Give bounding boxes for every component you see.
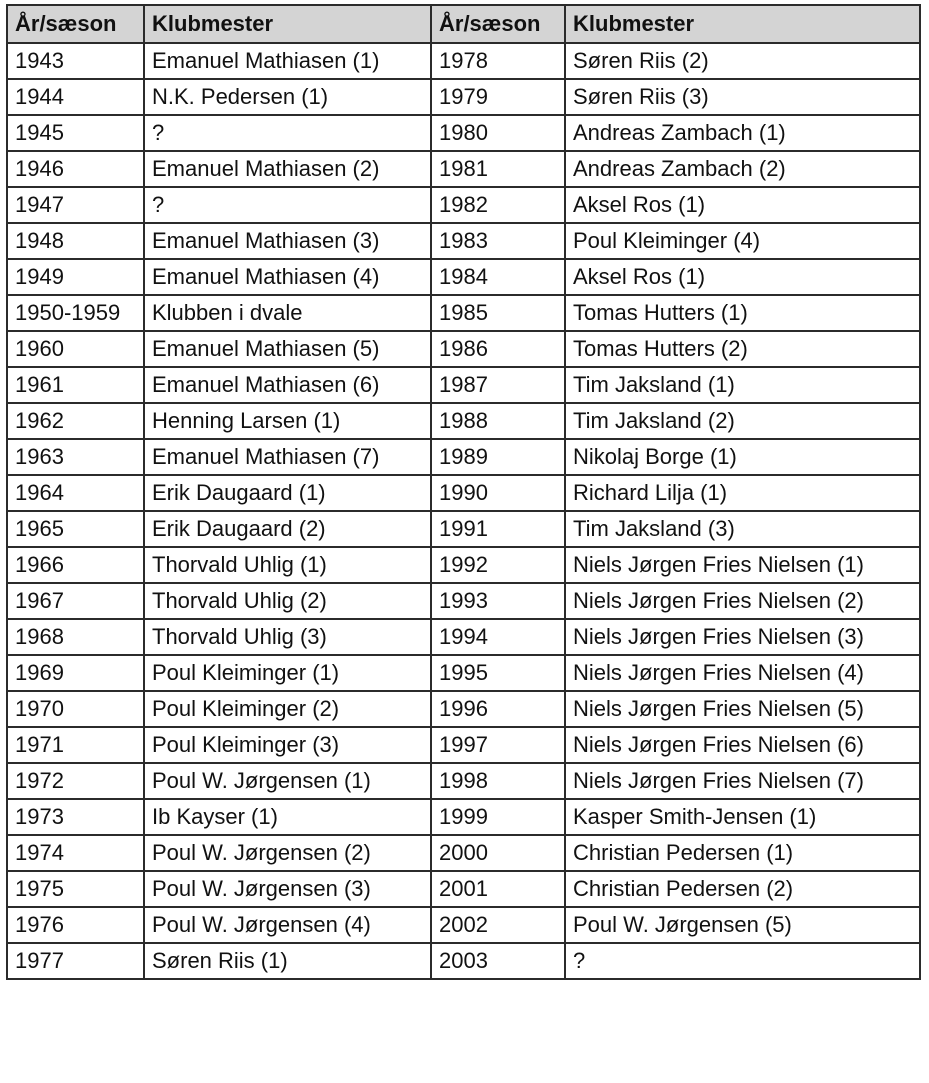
champion-cell: Niels Jørgen Fries Nielsen (3) — [565, 619, 920, 655]
champion-cell: Poul Kleiminger (2) — [144, 691, 431, 727]
champion-cell: Thorvald Uhlig (3) — [144, 619, 431, 655]
year-cell: 2002 — [431, 907, 565, 943]
champion-cell: Kasper Smith-Jensen (1) — [565, 799, 920, 835]
year-cell: 1949 — [7, 259, 144, 295]
champion-cell: Nikolaj Borge (1) — [565, 439, 920, 475]
champion-cell: Andreas Zambach (1) — [565, 115, 920, 151]
table-row — [7, 43, 920, 79]
year-cell: 1993 — [431, 583, 565, 619]
year-cell: 1986 — [431, 331, 565, 367]
table-row — [7, 583, 920, 619]
champion-cell: Tim Jaksland (3) — [565, 511, 920, 547]
year-cell: 1983 — [431, 223, 565, 259]
table-row — [7, 511, 920, 547]
table-row — [7, 331, 920, 367]
year-cell: 1994 — [431, 619, 565, 655]
table-row — [7, 439, 920, 475]
champion-cell: Emanuel Mathiasen (3) — [144, 223, 431, 259]
year-cell: 1968 — [7, 619, 144, 655]
header-year-right: År/sæson — [431, 5, 565, 43]
club-champions-table — [6, 4, 921, 980]
header-champion-right: Klubmester — [565, 5, 920, 43]
year-cell: 1960 — [7, 331, 144, 367]
year-cell: 1967 — [7, 583, 144, 619]
year-cell: 1976 — [7, 907, 144, 943]
champion-cell: Tim Jaksland (2) — [565, 403, 920, 439]
year-cell: 1996 — [431, 691, 565, 727]
champion-cell: Christian Pedersen (1) — [565, 835, 920, 871]
year-cell: 1944 — [7, 79, 144, 115]
champion-cell: Emanuel Mathiasen (2) — [144, 151, 431, 187]
table-row — [7, 763, 920, 799]
year-cell: 1963 — [7, 439, 144, 475]
table-row — [7, 475, 920, 511]
champion-cell: Poul Kleiminger (3) — [144, 727, 431, 763]
table-row — [7, 655, 920, 691]
champion-cell: Poul Kleiminger (1) — [144, 655, 431, 691]
champion-cell: Niels Jørgen Fries Nielsen (5) — [565, 691, 920, 727]
table-row — [7, 295, 920, 331]
table-row — [7, 187, 920, 223]
champion-cell: Thorvald Uhlig (1) — [144, 547, 431, 583]
year-cell: 2003 — [431, 943, 565, 979]
table-row — [7, 691, 920, 727]
champion-cell: Ib Kayser (1) — [144, 799, 431, 835]
year-cell: 2000 — [431, 835, 565, 871]
year-cell: 1982 — [431, 187, 565, 223]
champion-cell: Henning Larsen (1) — [144, 403, 431, 439]
champion-cell: Emanuel Mathiasen (1) — [144, 43, 431, 79]
year-cell: 1985 — [431, 295, 565, 331]
champion-cell: Richard Lilja (1) — [565, 475, 920, 511]
champion-cell: Klubben i dvale — [144, 295, 431, 331]
year-cell: 1971 — [7, 727, 144, 763]
year-cell: 1977 — [7, 943, 144, 979]
year-cell: 1950-1959 — [7, 295, 144, 331]
champion-cell: Emanuel Mathiasen (4) — [144, 259, 431, 295]
champion-cell: Emanuel Mathiasen (7) — [144, 439, 431, 475]
year-cell: 1964 — [7, 475, 144, 511]
year-cell: 1981 — [431, 151, 565, 187]
champion-cell: Poul W. Jørgensen (5) — [565, 907, 920, 943]
champion-cell: Tomas Hutters (1) — [565, 295, 920, 331]
table-row — [7, 151, 920, 187]
year-cell: 1980 — [431, 115, 565, 151]
champion-cell: Niels Jørgen Fries Nielsen (1) — [565, 547, 920, 583]
header-year-left: År/sæson — [7, 5, 144, 43]
champion-cell: Aksel Ros (1) — [565, 187, 920, 223]
champion-cell: Poul Kleiminger (4) — [565, 223, 920, 259]
champion-cell: Niels Jørgen Fries Nielsen (6) — [565, 727, 920, 763]
champion-cell: Poul W. Jørgensen (1) — [144, 763, 431, 799]
table-row — [7, 547, 920, 583]
champion-cell: Niels Jørgen Fries Nielsen (7) — [565, 763, 920, 799]
champion-cell: Erik Daugaard (2) — [144, 511, 431, 547]
year-cell: 1966 — [7, 547, 144, 583]
table-row — [7, 619, 920, 655]
year-cell: 2001 — [431, 871, 565, 907]
table-row — [7, 403, 920, 439]
header-champion-left: Klubmester — [144, 5, 431, 43]
champion-cell: Christian Pedersen (2) — [565, 871, 920, 907]
table-row — [7, 79, 920, 115]
year-cell: 1974 — [7, 835, 144, 871]
table-row — [7, 943, 920, 979]
year-cell: 1962 — [7, 403, 144, 439]
year-cell: 1973 — [7, 799, 144, 835]
year-cell: 1995 — [431, 655, 565, 691]
champion-cell: Søren Riis (3) — [565, 79, 920, 115]
year-cell: 1969 — [7, 655, 144, 691]
year-cell: 1947 — [7, 187, 144, 223]
year-cell: 1997 — [431, 727, 565, 763]
header-row — [7, 5, 920, 43]
champion-cell: Andreas Zambach (2) — [565, 151, 920, 187]
champion-cell: N.K. Pedersen (1) — [144, 79, 431, 115]
table-row — [7, 115, 920, 151]
year-cell: 1990 — [431, 475, 565, 511]
year-cell: 1975 — [7, 871, 144, 907]
year-cell: 1945 — [7, 115, 144, 151]
champion-cell: Emanuel Mathiasen (6) — [144, 367, 431, 403]
year-cell: 1992 — [431, 547, 565, 583]
champion-cell: ? — [565, 943, 920, 979]
year-cell: 1991 — [431, 511, 565, 547]
year-cell: 1998 — [431, 763, 565, 799]
year-cell: 1988 — [431, 403, 565, 439]
table-row — [7, 367, 920, 403]
table-row — [7, 871, 920, 907]
champion-cell: Søren Riis (2) — [565, 43, 920, 79]
year-cell: 1987 — [431, 367, 565, 403]
year-cell: 1946 — [7, 151, 144, 187]
champion-cell: Poul W. Jørgensen (4) — [144, 907, 431, 943]
champion-cell: ? — [144, 115, 431, 151]
year-cell: 1948 — [7, 223, 144, 259]
year-cell: 1999 — [431, 799, 565, 835]
champion-cell: Tim Jaksland (1) — [565, 367, 920, 403]
table-row — [7, 223, 920, 259]
table-row — [7, 907, 920, 943]
table-row — [7, 259, 920, 295]
table-row — [7, 799, 920, 835]
table-row — [7, 835, 920, 871]
champion-cell: Erik Daugaard (1) — [144, 475, 431, 511]
year-cell: 1978 — [431, 43, 565, 79]
champion-cell: Poul W. Jørgensen (2) — [144, 835, 431, 871]
champion-cell: Aksel Ros (1) — [565, 259, 920, 295]
table-row — [7, 727, 920, 763]
year-cell: 1972 — [7, 763, 144, 799]
year-cell: 1984 — [431, 259, 565, 295]
year-cell: 1979 — [431, 79, 565, 115]
champion-cell: Søren Riis (1) — [144, 943, 431, 979]
champion-cell: Niels Jørgen Fries Nielsen (4) — [565, 655, 920, 691]
year-cell: 1970 — [7, 691, 144, 727]
champion-cell: Poul W. Jørgensen (3) — [144, 871, 431, 907]
champion-cell: Thorvald Uhlig (2) — [144, 583, 431, 619]
champion-cell: Tomas Hutters (2) — [565, 331, 920, 367]
champion-cell: ? — [144, 187, 431, 223]
champions-table-wrapper — [6, 4, 921, 980]
year-cell: 1965 — [7, 511, 144, 547]
year-cell: 1961 — [7, 367, 144, 403]
champion-cell: Niels Jørgen Fries Nielsen (2) — [565, 583, 920, 619]
year-cell: 1943 — [7, 43, 144, 79]
champion-cell: Emanuel Mathiasen (5) — [144, 331, 431, 367]
year-cell: 1989 — [431, 439, 565, 475]
